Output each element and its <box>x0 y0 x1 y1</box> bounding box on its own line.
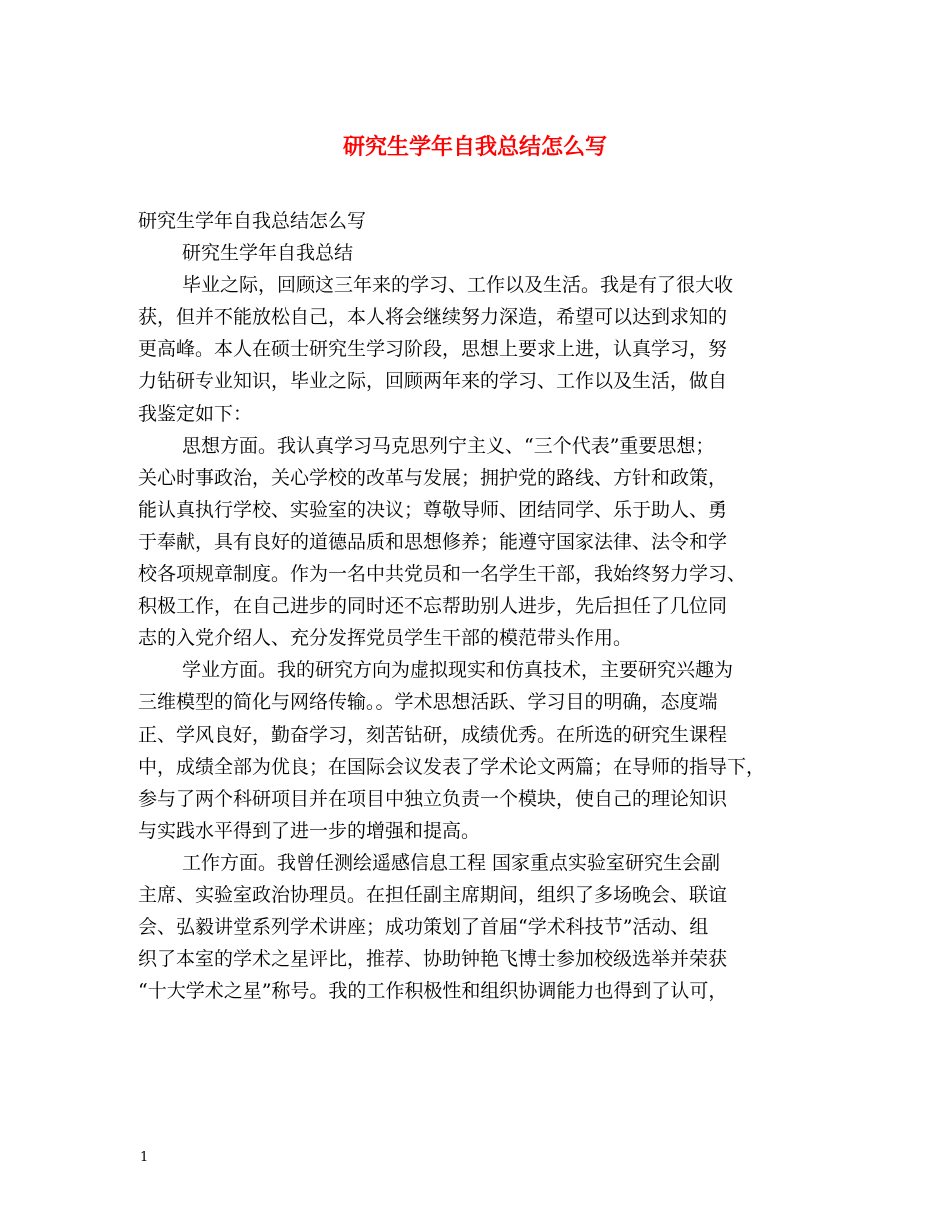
page-number: 1 <box>140 1150 149 1165</box>
text-line: 更高峰。本人在硕士研究生学习阶段，思想上要求上进，认真学习，努 <box>138 338 728 361</box>
text-line: 我鉴定如下： <box>138 402 253 425</box>
text-line: 织了本室的学术之星评比，推荐、协助钟艳飞博士参加校级选举并荣获 <box>138 948 728 971</box>
text-line: “十大学术之星”称号。我的工作积极性和组织协调能力也得到了认可， <box>138 980 728 1003</box>
text-line: 中，成绩全部为优良；在国际会议发表了学术论文两篇；在导师的指导下， <box>138 755 766 778</box>
text-line: 学业方面。我的研究方向为虚拟现实和仿真技术，主要研究兴趣为 <box>182 659 734 682</box>
text-line: 三维模型的简化与网络传输。。学术思想活跃、学习目的明确，态度端 <box>138 691 718 714</box>
text-line: 正、学风良好，勤奋学习，刻苦钻研，成绩优秀。在所选的研究生课程 <box>138 723 728 746</box>
text-line: 参与了两个科研项目并在项目中独立负责一个模块，使自己的理论知识 <box>138 787 728 810</box>
text-line: 于奉献，具有良好的道德品质和思想修养；能遵守国家法律、法令和学 <box>138 530 728 553</box>
text-line: 工作方面。我曾任测绘遥感信息工程 国家重点实验室研究生会副 <box>182 851 721 874</box>
text-line: 能认真执行学校、实验室的决议；尊敬导师、团结同学、乐于助人、勇 <box>138 498 728 521</box>
text-line: 关心时事政治，关心学校的改革与发展；拥护党的路线、方针和政策， <box>138 466 728 489</box>
text-line: 思想方面。我认真学习马克思列宁主义、“三个代表”重要思想； <box>182 434 715 457</box>
text-line: 志的入党介绍人、充分发挥党员学生干部的模范带头作用。 <box>138 627 633 650</box>
text-line: 研究生学年自我总结怎么写 <box>138 210 367 232</box>
document-body <box>138 205 828 1007</box>
document-title: 研究生学年自我总结怎么写 <box>342 134 607 160</box>
text-line: 毕业之际，回顾这三年来的学习、工作以及生活。我是有了很大收 <box>182 274 734 297</box>
text-line: 与实践水平得到了进一步的增强和提高。 <box>138 819 481 842</box>
text-line: 主席、实验室政治协理员。在担任副主席期间，组织了多场晚会、联谊 <box>138 883 728 906</box>
text-line: 积极工作，在自己进步的同时还不忘帮助别人进步，先后担任了几位同 <box>138 595 728 618</box>
text-line: 会、弘毅讲堂系列学术讲座；成功策划了首届“学术科技节”活动、组 <box>138 916 709 939</box>
text-line: 获，但并不能放松自己，本人将会继续努力深造，希望可以达到求知的 <box>138 306 728 329</box>
text-line: 校各项规章制度。作为一名中共党员和一名学生干部，我始终努力学习、 <box>138 563 747 586</box>
text-line: 力钻研专业知识，毕业之际，回顾两年来的学习、工作以及生活，做自 <box>138 370 728 393</box>
text-line: 研究生学年自我总结 <box>182 242 354 265</box>
